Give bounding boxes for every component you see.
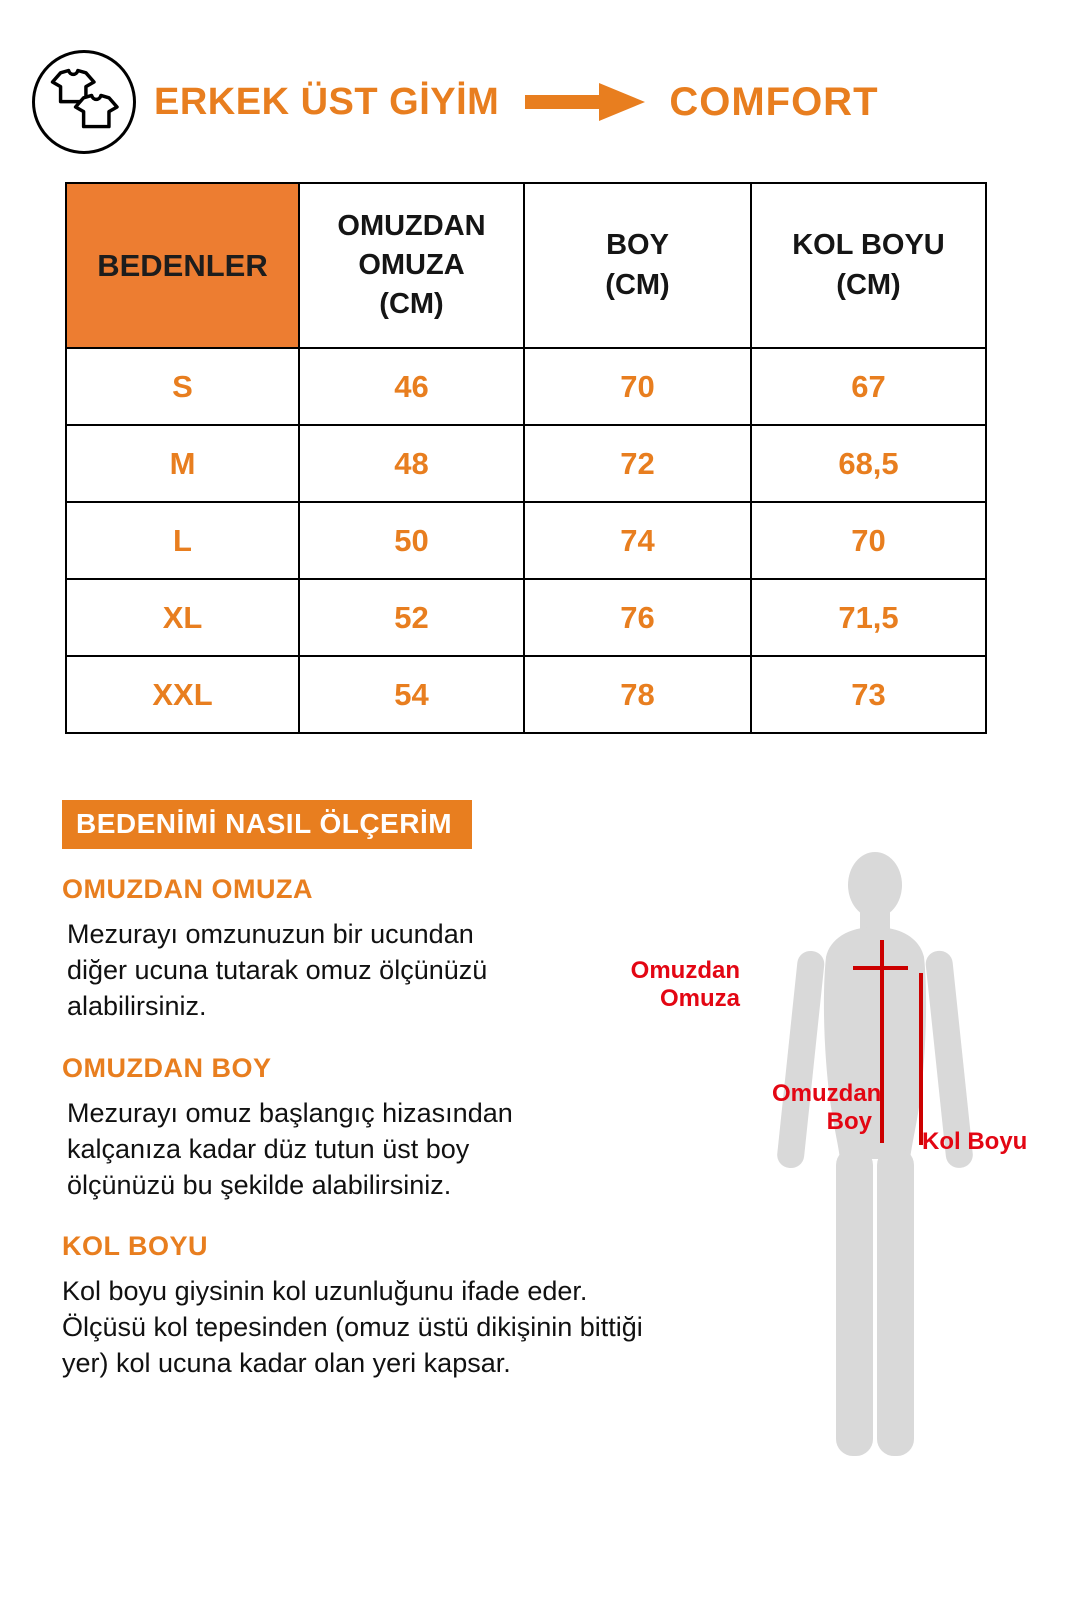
sleeve-value-cell: 73 [751,656,986,733]
col-header-sleeve [751,183,986,348]
instruction-heading-shoulder: OMUZDAN OMUZA [62,874,313,904]
size-cell: M [66,425,299,502]
length-value-cell: 78 [524,656,751,733]
figure-label-sleeve: Kol Boyu [922,1128,1028,1155]
col-header-length [524,183,751,348]
arrow-icon [525,80,647,124]
human-silhouette [740,845,1010,1470]
instruction-text-shoulder: Mezurayı omzunuzun bir ucundan diğer ucuna tutarak omuz ölçünüzü alabilirsiniz. [67,919,488,1022]
guide-title: BEDENİMİ NASIL ÖLÇERİM [62,800,472,849]
col-header-shoulder [299,183,524,348]
size-cell: S [66,348,299,425]
silhouette-left-arm [776,950,826,1170]
shoulder-value-cell: 54 [299,656,524,733]
col-header-label: OMUZDAN OMUZA (CM) [337,209,486,321]
col-header-label: BEDENLER [97,247,268,283]
length-value-cell: 74 [524,502,751,579]
table-row [66,348,986,425]
table-header-row [66,183,986,348]
figure-label-shoulder: Omuzdan Omuza [630,957,740,1012]
silhouette-right-leg [877,1148,914,1456]
size-cell: L [66,502,299,579]
shoulder-value-cell: 50 [299,502,524,579]
category-title: ERKEK ÜST GİYİM [154,80,500,123]
header [32,50,879,154]
table-row [66,425,986,502]
shoulder-value-cell: 46 [299,348,524,425]
tshirts-icon [32,50,136,154]
measurement-figure [590,845,1070,1493]
shoulder-value-cell: 48 [299,425,524,502]
table-row [66,579,986,656]
length-value-cell: 72 [524,425,751,502]
sleeve-value-cell: 67 [751,348,986,425]
measurement-instructions [62,874,662,1382]
table-row [66,656,986,733]
col-header-label: KOL BOYU (CM) [792,229,945,301]
table-row [66,502,986,579]
size-table [65,182,987,734]
shoulder-value-cell: 52 [299,579,524,656]
col-header-sizes [66,183,299,348]
sleeve-value-cell: 70 [751,502,986,579]
size-cell: XL [66,579,299,656]
instruction-heading-sleeve: KOL BOYU [62,1231,209,1262]
sleeve-value-cell: 68,5 [751,425,986,502]
length-value-cell: 70 [524,348,751,425]
instruction-text-sleeve: Kol boyu giysinin kol uzunluğunu ifade eder. Ölçüsü kol tepesinden (omuz üstü dikişinin bittiği yer) kol ucuna kadar olan yeri kapsar. [62,1276,643,1379]
instruction-heading-body: OMUZDAN BOY [62,1052,272,1083]
fit-title: COMFORT [669,79,879,124]
sleeve-value-cell: 71,5 [751,579,986,656]
size-cell: XXL [66,656,299,733]
instruction-text-body: Mezurayı omuz başlangıç hizasından kalçanıza kadar düz tutun üst boy ölçünüzü bu şekilde alabilirsiniz. [67,1097,513,1200]
figure-label-body: Omuzdan Boy [772,1080,882,1135]
length-value-cell: 76 [524,579,751,656]
silhouette-left-leg [836,1148,873,1456]
col-header-label: BOY (CM) [605,229,670,301]
